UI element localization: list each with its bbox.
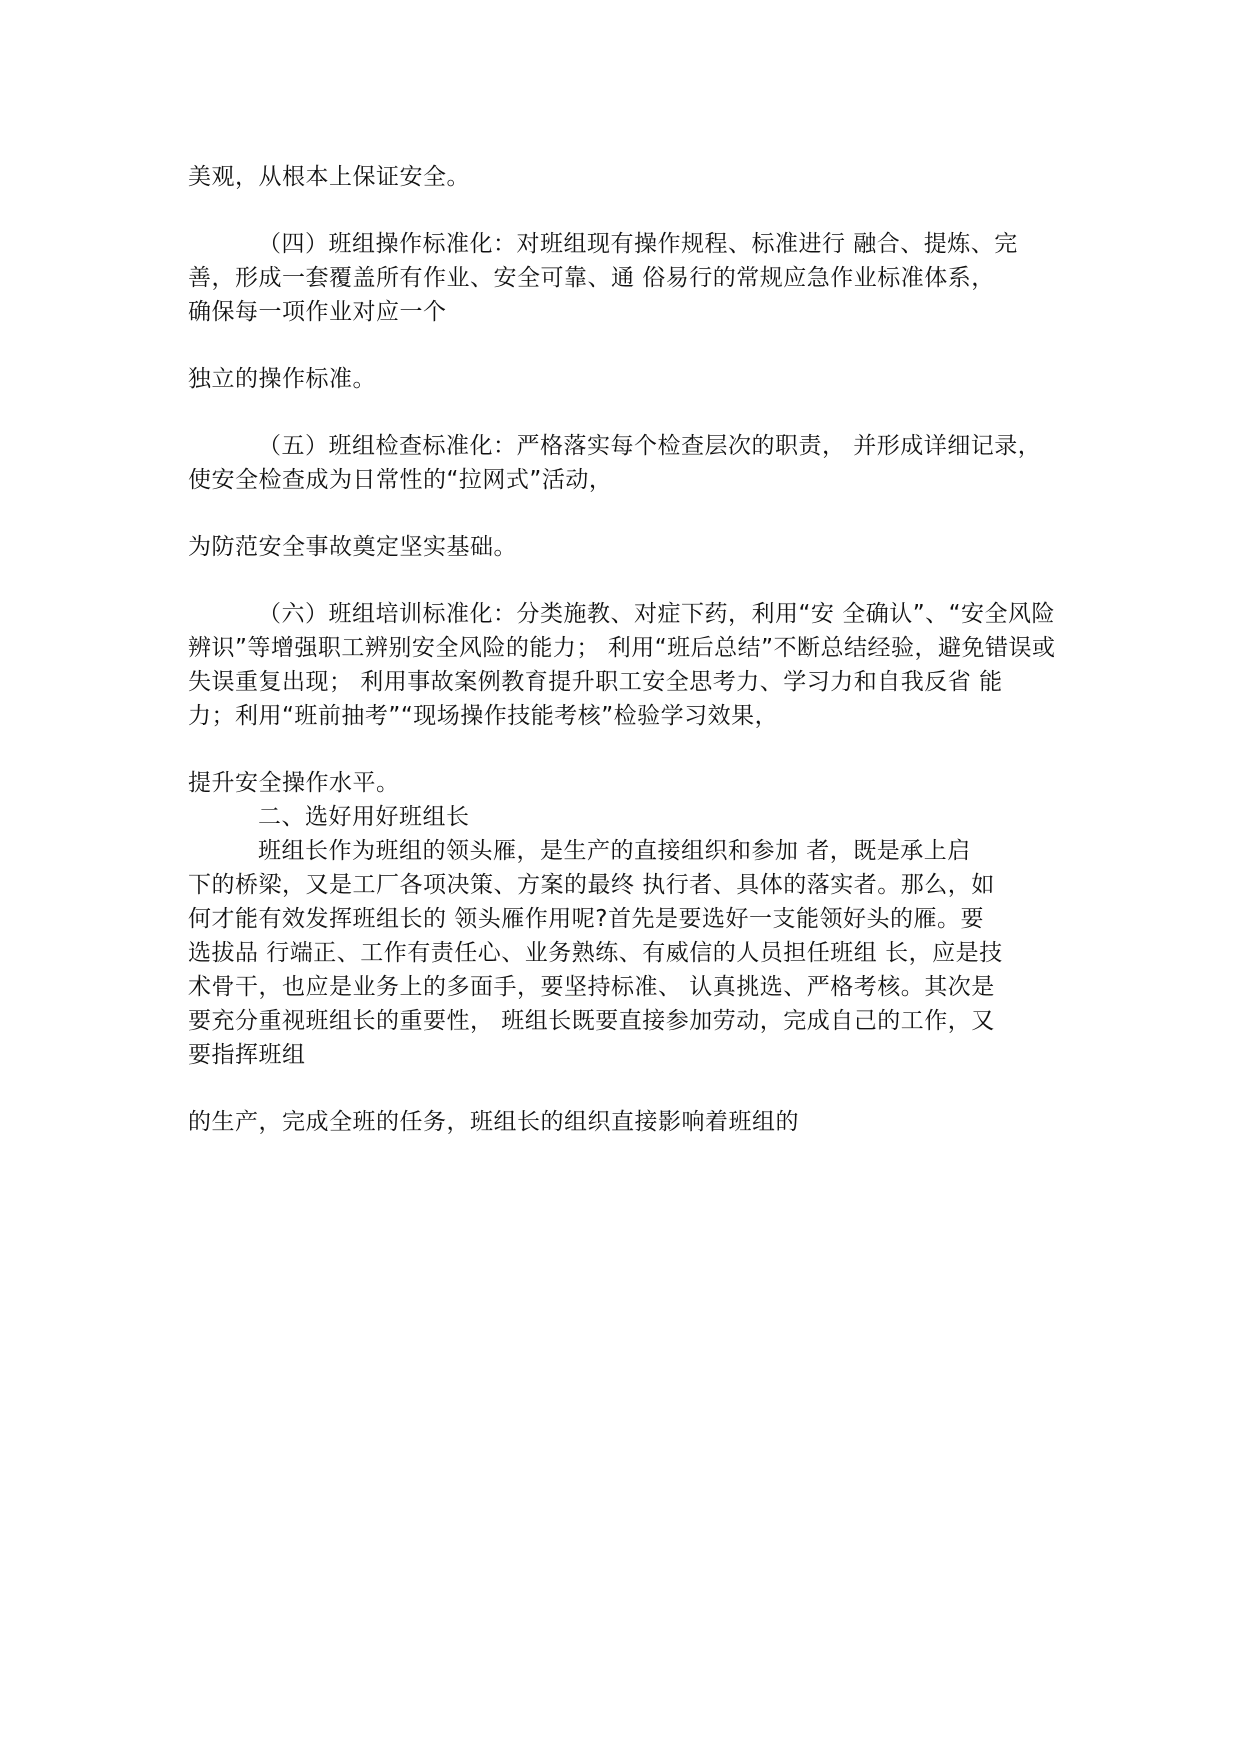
text-line: 失误重复出现； 利用事故案例教育提升职工安全思考力、学习力和自我反省 能 [188,669,1003,695]
text-line: 提升安全操作水平。 [188,770,400,796]
section-heading [188,800,1068,834]
paragraph [188,766,1068,800]
paragraph [188,362,1068,396]
text-line: 选拔品 行端正、工作有责任心、业务熟练、有威信的人员担任班组 长，应是技 [188,940,1003,966]
paragraph [188,597,1068,733]
text-line: 下的桥梁，又是工厂各项决策、方案的最终 执行者、具体的落实者。那么，如 [188,872,995,898]
text-line: 美观，从根本上保证安全。 [188,164,470,190]
paragraph [188,1105,1068,1139]
text-line: （四）班组操作标准化：对班组现有操作规程、标准进行 融合、提炼、完 [258,231,1018,257]
text-line: 要指挥班组 [188,1042,306,1068]
text-line: 二、选好用好班组长 [258,804,470,830]
paragraph [188,834,1068,1072]
text-line: 何才能有效发挥班组长的 领头雁作用呢?首先是要选好一支能领好头的雁。要 [188,906,985,932]
text-line: 确保每一项作业对应一个 [188,299,447,325]
paragraph [188,227,1068,329]
text-line: 班组长作为班组的领头雁，是生产的直接组织和参加 者，既是承上启 [258,838,971,864]
text-line: 要充分重视班组长的重要性， 班组长既要直接参加劳动，完成自己的工作，又 [188,1008,995,1034]
text-line: 为防范安全事故奠定坚实基础。 [188,534,517,560]
text-line: 的生产，完成全班的任务，班组长的组织直接影响着班组的 [188,1109,799,1135]
text-line: 使安全检查成为日常性的“拉网式”活动， [188,467,613,493]
document-body [188,160,1068,1139]
paragraph [188,530,1068,564]
text-line: 善，形成一套覆盖所有作业、安全可靠、通 俗易行的常规应急作业标准体系， [188,265,995,291]
text-line: （五）班组检查标准化：严格落实每个检查层次的职责， 并形成详细记录， [258,433,1042,459]
text-line: 独立的操作标准。 [188,366,376,392]
text-line: 术骨干，也应是业务上的多面手，要坚持标准、 认真挑选、严格考核。其次是 [188,974,995,1000]
text-line: 辨识”等增强职工辨别安全风险的能力； 利用“班后总结”不断总结经验，避免错误或 [188,635,1056,661]
paragraph [188,429,1068,497]
text-line: 力；利用“班前抽考”“现场操作技能考核”检验学习效果， [188,703,779,729]
paragraph [188,160,1068,194]
text-line: （六）班组培训标准化：分类施教、对症下药，利用“安 全确认”、“安全风险 [258,601,1056,627]
